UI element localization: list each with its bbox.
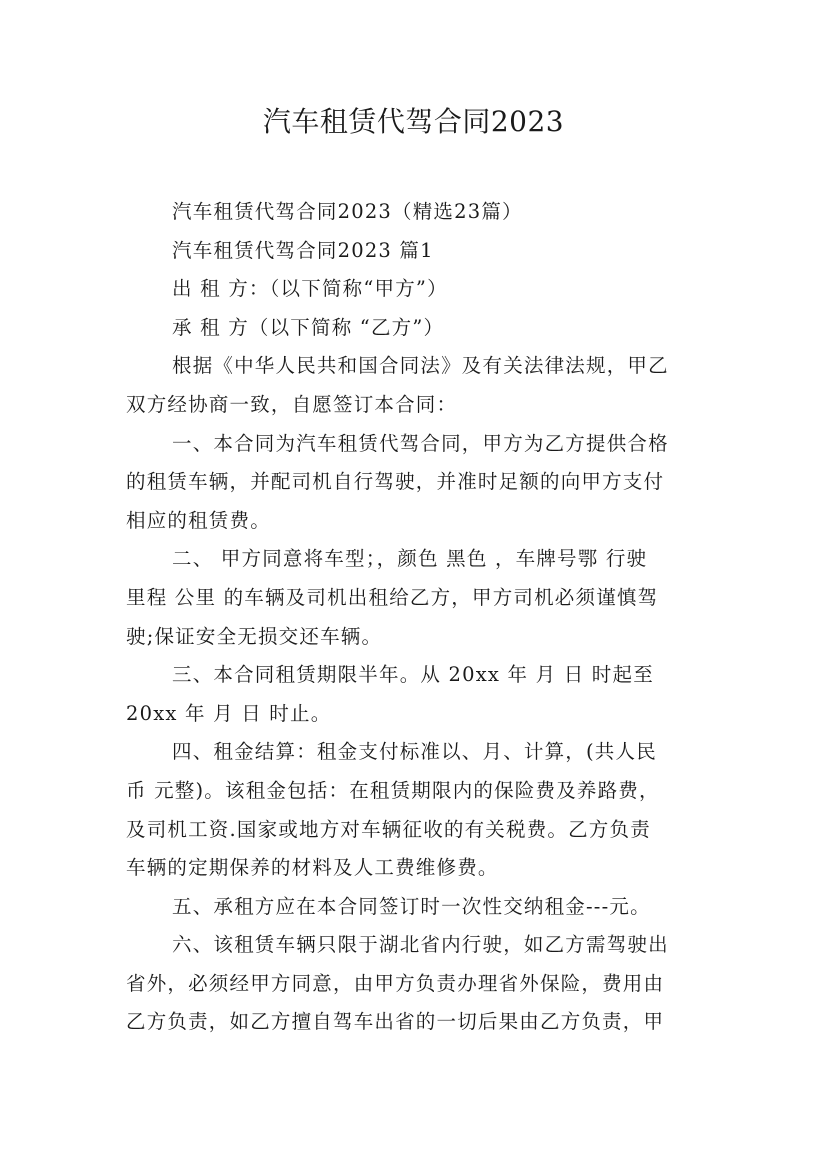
- text-line: 乙方负责，如乙方擅自驾车出省的一切后果由乙方负责，甲: [126, 1010, 665, 1034]
- paragraph-clause-6: [126, 926, 711, 1042]
- text-line: 省外，必须经甲方同意，由甲方负责办理省外保险，费用由: [126, 971, 665, 995]
- text-line: 六、该租赁车辆只限于湖北省内行驶，如乙方需驾驶出: [172, 933, 669, 957]
- paragraph-clause-2: [126, 540, 711, 656]
- paragraph-clause-3: [126, 656, 711, 733]
- text-line: 20xx 年 月 日 时止。: [126, 701, 332, 725]
- text-line: 四、租金结算：租金支付标准以、月、计算，(共人民: [172, 740, 657, 764]
- text-line: 相应的租赁费。: [126, 508, 271, 532]
- paragraph-clause-1: [126, 425, 711, 541]
- text-line: 出 租 方：（以下简称“甲方”）: [172, 277, 448, 301]
- text-line: 车辆的定期保养的材料及人工费维修费。: [126, 856, 499, 880]
- text-line: 五、承租方应在本合同签订时一次性交纳租金---元。: [172, 894, 651, 918]
- text-line: 二、 甲方同意将车型；，颜色 黑色 ，车牌号鄂 行驶: [172, 547, 648, 571]
- text-line: 三、本合同租赁期限半年。从 20xx 年 月 日 时起至: [172, 663, 654, 687]
- text-line: 的租赁车辆，并配司机自行驾驶，并准时足额的向甲方支付: [126, 470, 665, 494]
- text-line: 及司机工资.国家或地方对车辆征收的有关税费。乙方负责: [126, 817, 651, 841]
- paragraph-preamble: [126, 347, 711, 424]
- text-line: 一、本合同为汽车租赁代驾合同，甲方为乙方提供合格: [172, 431, 669, 455]
- text-line: 双方经协商一致，自愿签订本合同：: [126, 392, 458, 416]
- text-line: 币 元整)。该租金包括：在租赁期限内的保险费及养路费，: [126, 778, 660, 802]
- text-line: 汽车租赁代驾合同2023 篇1: [172, 238, 434, 262]
- paragraph-subtitle: [126, 193, 711, 232]
- text-line: 汽车租赁代驾合同2023（精选23篇）: [172, 200, 523, 223]
- paragraph-clause-4: [126, 733, 711, 887]
- document-body: [126, 193, 711, 1042]
- text-line: 根据《中华人民共和国合同法》及有关法律法规，甲乙: [172, 354, 669, 378]
- document-title: 汽车租赁代驾合同2023: [262, 105, 565, 138]
- paragraph-lessee: [126, 309, 711, 348]
- text-line: 驶;保证安全无损交还车辆。: [126, 624, 383, 648]
- text-line: 里程 公里 的车辆及司机出租给乙方，甲方司机必须谨慎驾: [126, 585, 659, 609]
- paragraph-section-heading: [126, 232, 711, 271]
- paragraph-lessor: [126, 270, 711, 309]
- text-line: 承 租 方（以下简称 “乙方”）: [172, 315, 445, 339]
- paragraph-clause-5: [126, 888, 711, 927]
